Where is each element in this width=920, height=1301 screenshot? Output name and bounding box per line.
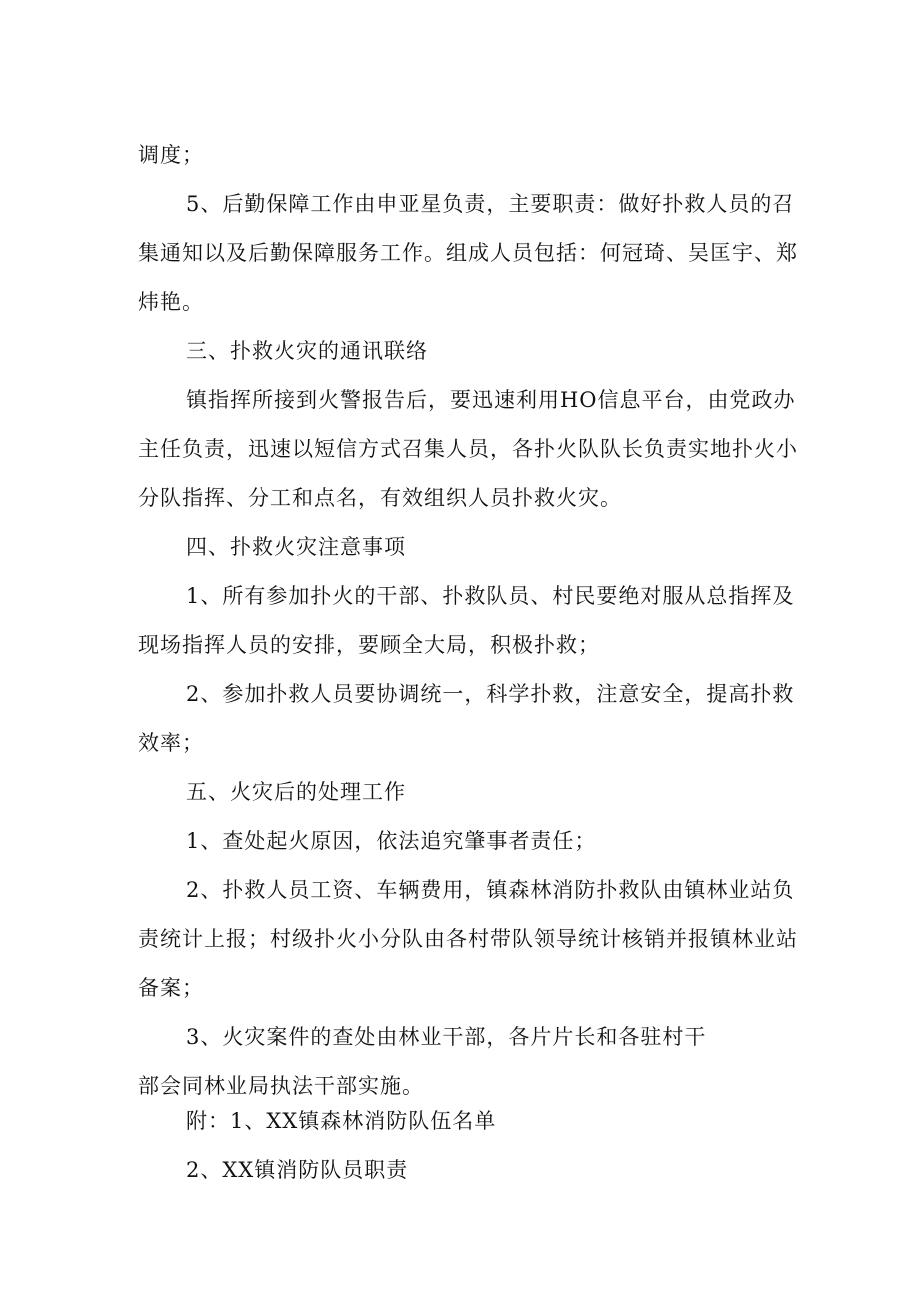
section-four-item-2-line-2: 效率； — [138, 731, 204, 755]
text-line-01: 调度； — [138, 143, 204, 167]
section-three-line-1: 镇指挥所接到火警报告后，要迅速利用HO信息平台，由党政办 — [186, 388, 796, 412]
paragraph-5-line-2: 集通知以及后勤保障服务工作。组成人员包括：何冠琦、吴匡宇、郑 — [138, 241, 798, 265]
section-five-item-2-line-2: 责统计上报；村级扑火小分队由各村带队领导统计核销并报镇林业站 — [138, 927, 798, 951]
section-four-item-1-line-2: 现场指挥人员的安排，要顾全大局，积极扑救； — [138, 633, 600, 657]
paragraph-5-line-1: 5、后勤保障工作由申亚星负责，主要职责：做好扑救人员的召 — [186, 192, 795, 216]
paragraph-5-line-3: 炜艳。 — [138, 290, 204, 314]
section-five-item-2-line-3: 备案； — [138, 976, 204, 1000]
section-four-item-1-line-1: 1、所有参加扑火的干部、扑救队员、村民要绝对服从总指挥及 — [186, 584, 795, 608]
section-five-item-3-line-1: 3、火灾案件的查处由林业干部，各片片长和各驻村干 — [186, 1025, 707, 1049]
section-three-line-3: 分队指挥、分工和点名，有效组织人员扑救火灾。 — [138, 486, 622, 510]
section-four-heading: 四、扑救火灾注意事项 — [186, 535, 406, 559]
appendix-item-2: 2、XX镇消防队员职责 — [186, 1158, 409, 1182]
appendix-item-1: 附：1、XX镇森林消防队伍名单 — [186, 1109, 497, 1133]
section-five-heading: 五、火灾后的处理工作 — [186, 780, 406, 804]
section-five-item-3-line-2: 部会同林业局执法干部实施。 — [138, 1074, 424, 1098]
section-five-item-1: 1、查处起火原因，依法追究肇事者责任； — [186, 829, 597, 853]
section-three-heading: 三、扑救火灾的通讯联络 — [186, 339, 428, 363]
section-four-item-2-line-1: 2、参加扑救人员要协调统一，科学扑救，注意安全，提高扑救 — [186, 682, 795, 706]
section-three-line-2: 主任负责，迅速以短信方式召集人员，各扑火队队长负责实地扑火小 — [138, 437, 798, 461]
section-five-item-2-line-1: 2、扑救人员工资、车辆费用，镇森林消防扑救队由镇林业站负 — [186, 878, 795, 902]
